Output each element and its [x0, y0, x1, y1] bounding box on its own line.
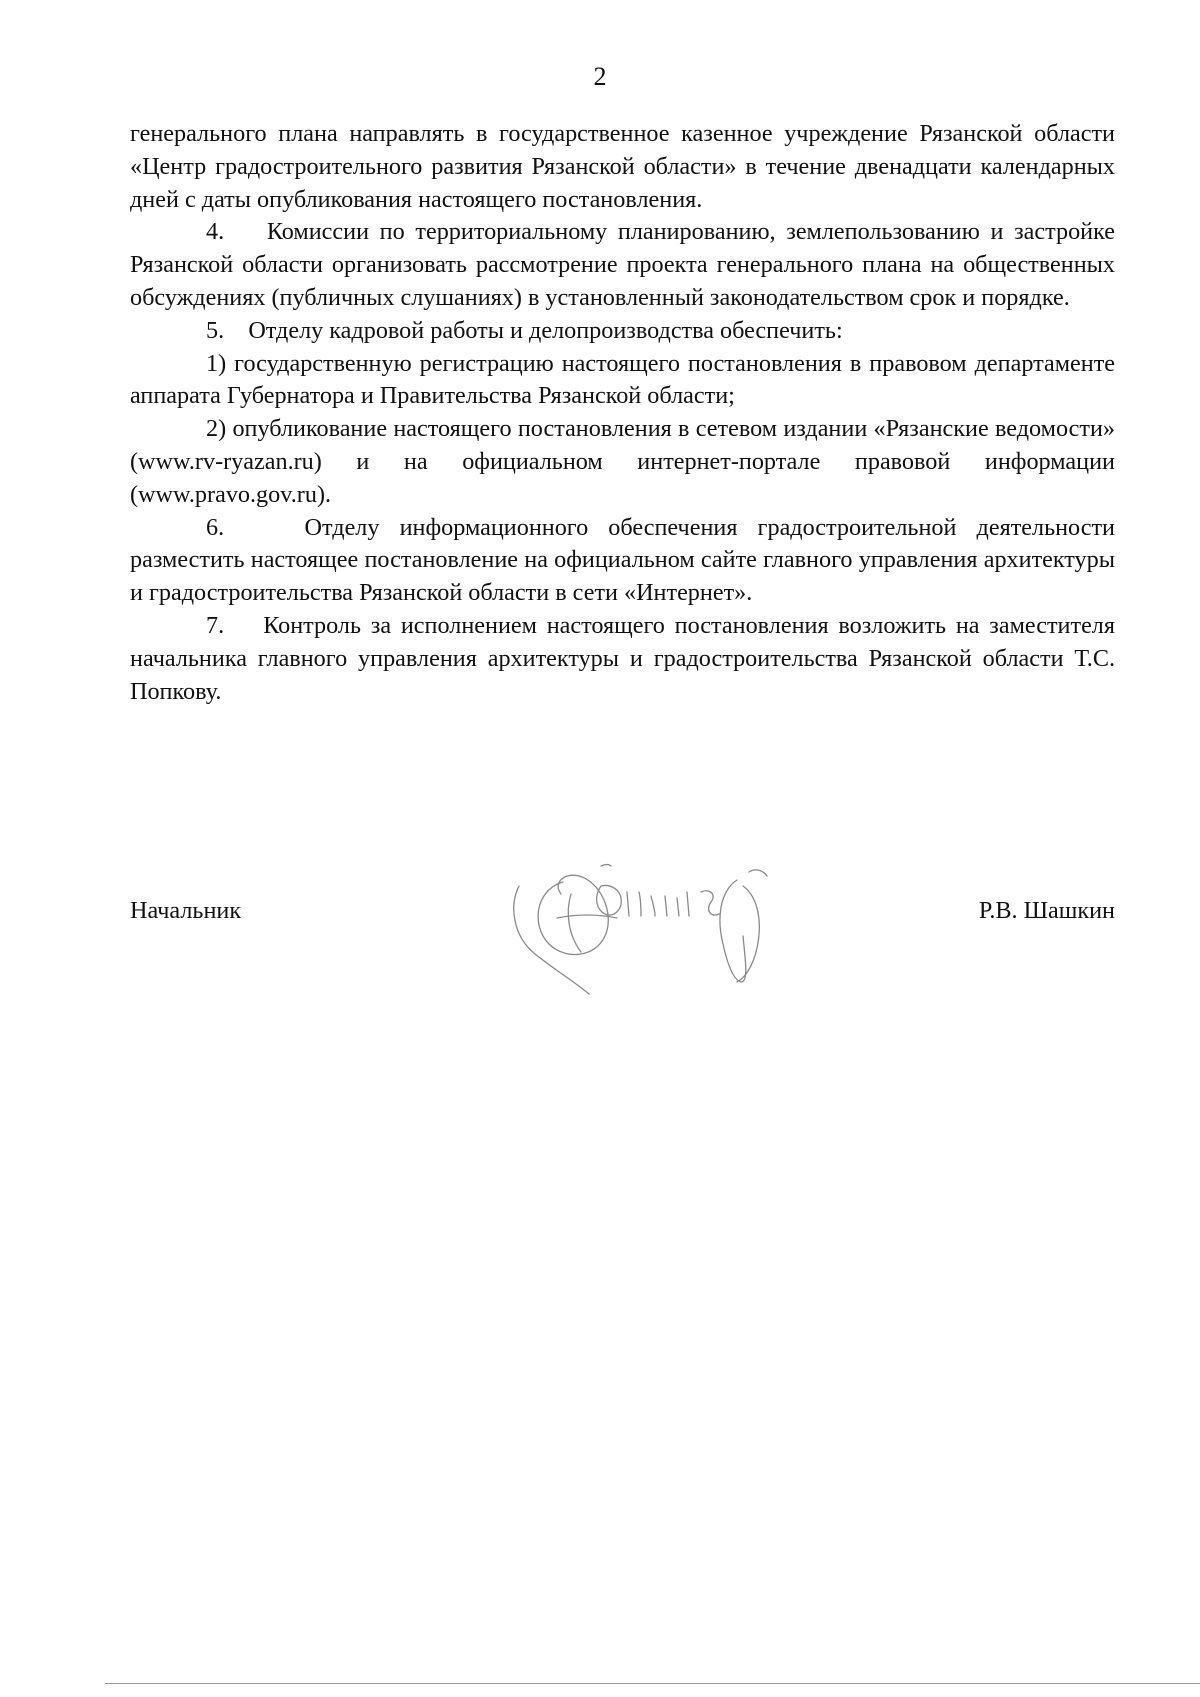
- document-body: [130, 118, 1115, 708]
- handwritten-signature: [505, 862, 815, 1022]
- paragraph-item-4: 4. Комиссии по территориальному планированию, землепользованию и застройке Рязанской области организовать рассмотрение проекта генерального плана на общественных обсуждениях (публичных слушаниях) в установленный законодательством срок и порядке.: [130, 218, 1115, 311]
- paragraph-subitem-1: 1) государственную регистрацию настоящего постановления в правовом департаменте аппарата Губернатора и Правительства Рязанской области;: [130, 349, 1115, 410]
- signatory-name: Р.В. Шашкин: [978, 897, 1115, 924]
- page-bottom-border: [105, 1683, 1200, 1684]
- page-number: 2: [593, 62, 607, 91]
- paragraph-item-5: 5. Отделу кадровой работы и делопроизводства обеспечить:: [206, 316, 843, 344]
- paragraph-item-7: 7. Контроль за исполнением настоящего постановления возложить на заместителя начальника главного управления архитектуры и градостроительства Рязанской области Т.С. Попкову.: [130, 611, 1115, 705]
- signatory-title: Начальник: [130, 897, 242, 924]
- paragraph-subitem-2: 2) опубликование настоящего постановления в сетевом издании «Рязанские ведомости» (www.rv-ryazan.ru) и на официальном интернет-портале правовой информации (www.pravo.gov.ru).: [130, 415, 1115, 508]
- paragraph-continuation: генерального плана направлять в государственное казенное учреждение Рязанской области «Центр градостроительного развития Рязанской области» в течение двенадцати календарных дней с даты опубликования настоящего постановления.: [130, 120, 1115, 213]
- paragraph-item-6: 6. Отделу информационного обеспечения градостроительной деятельности разместить настоящее постановление на официальном сайте главного управления архитектуры и градостроительства Рязанской области в сети «Интернет».: [130, 513, 1115, 607]
